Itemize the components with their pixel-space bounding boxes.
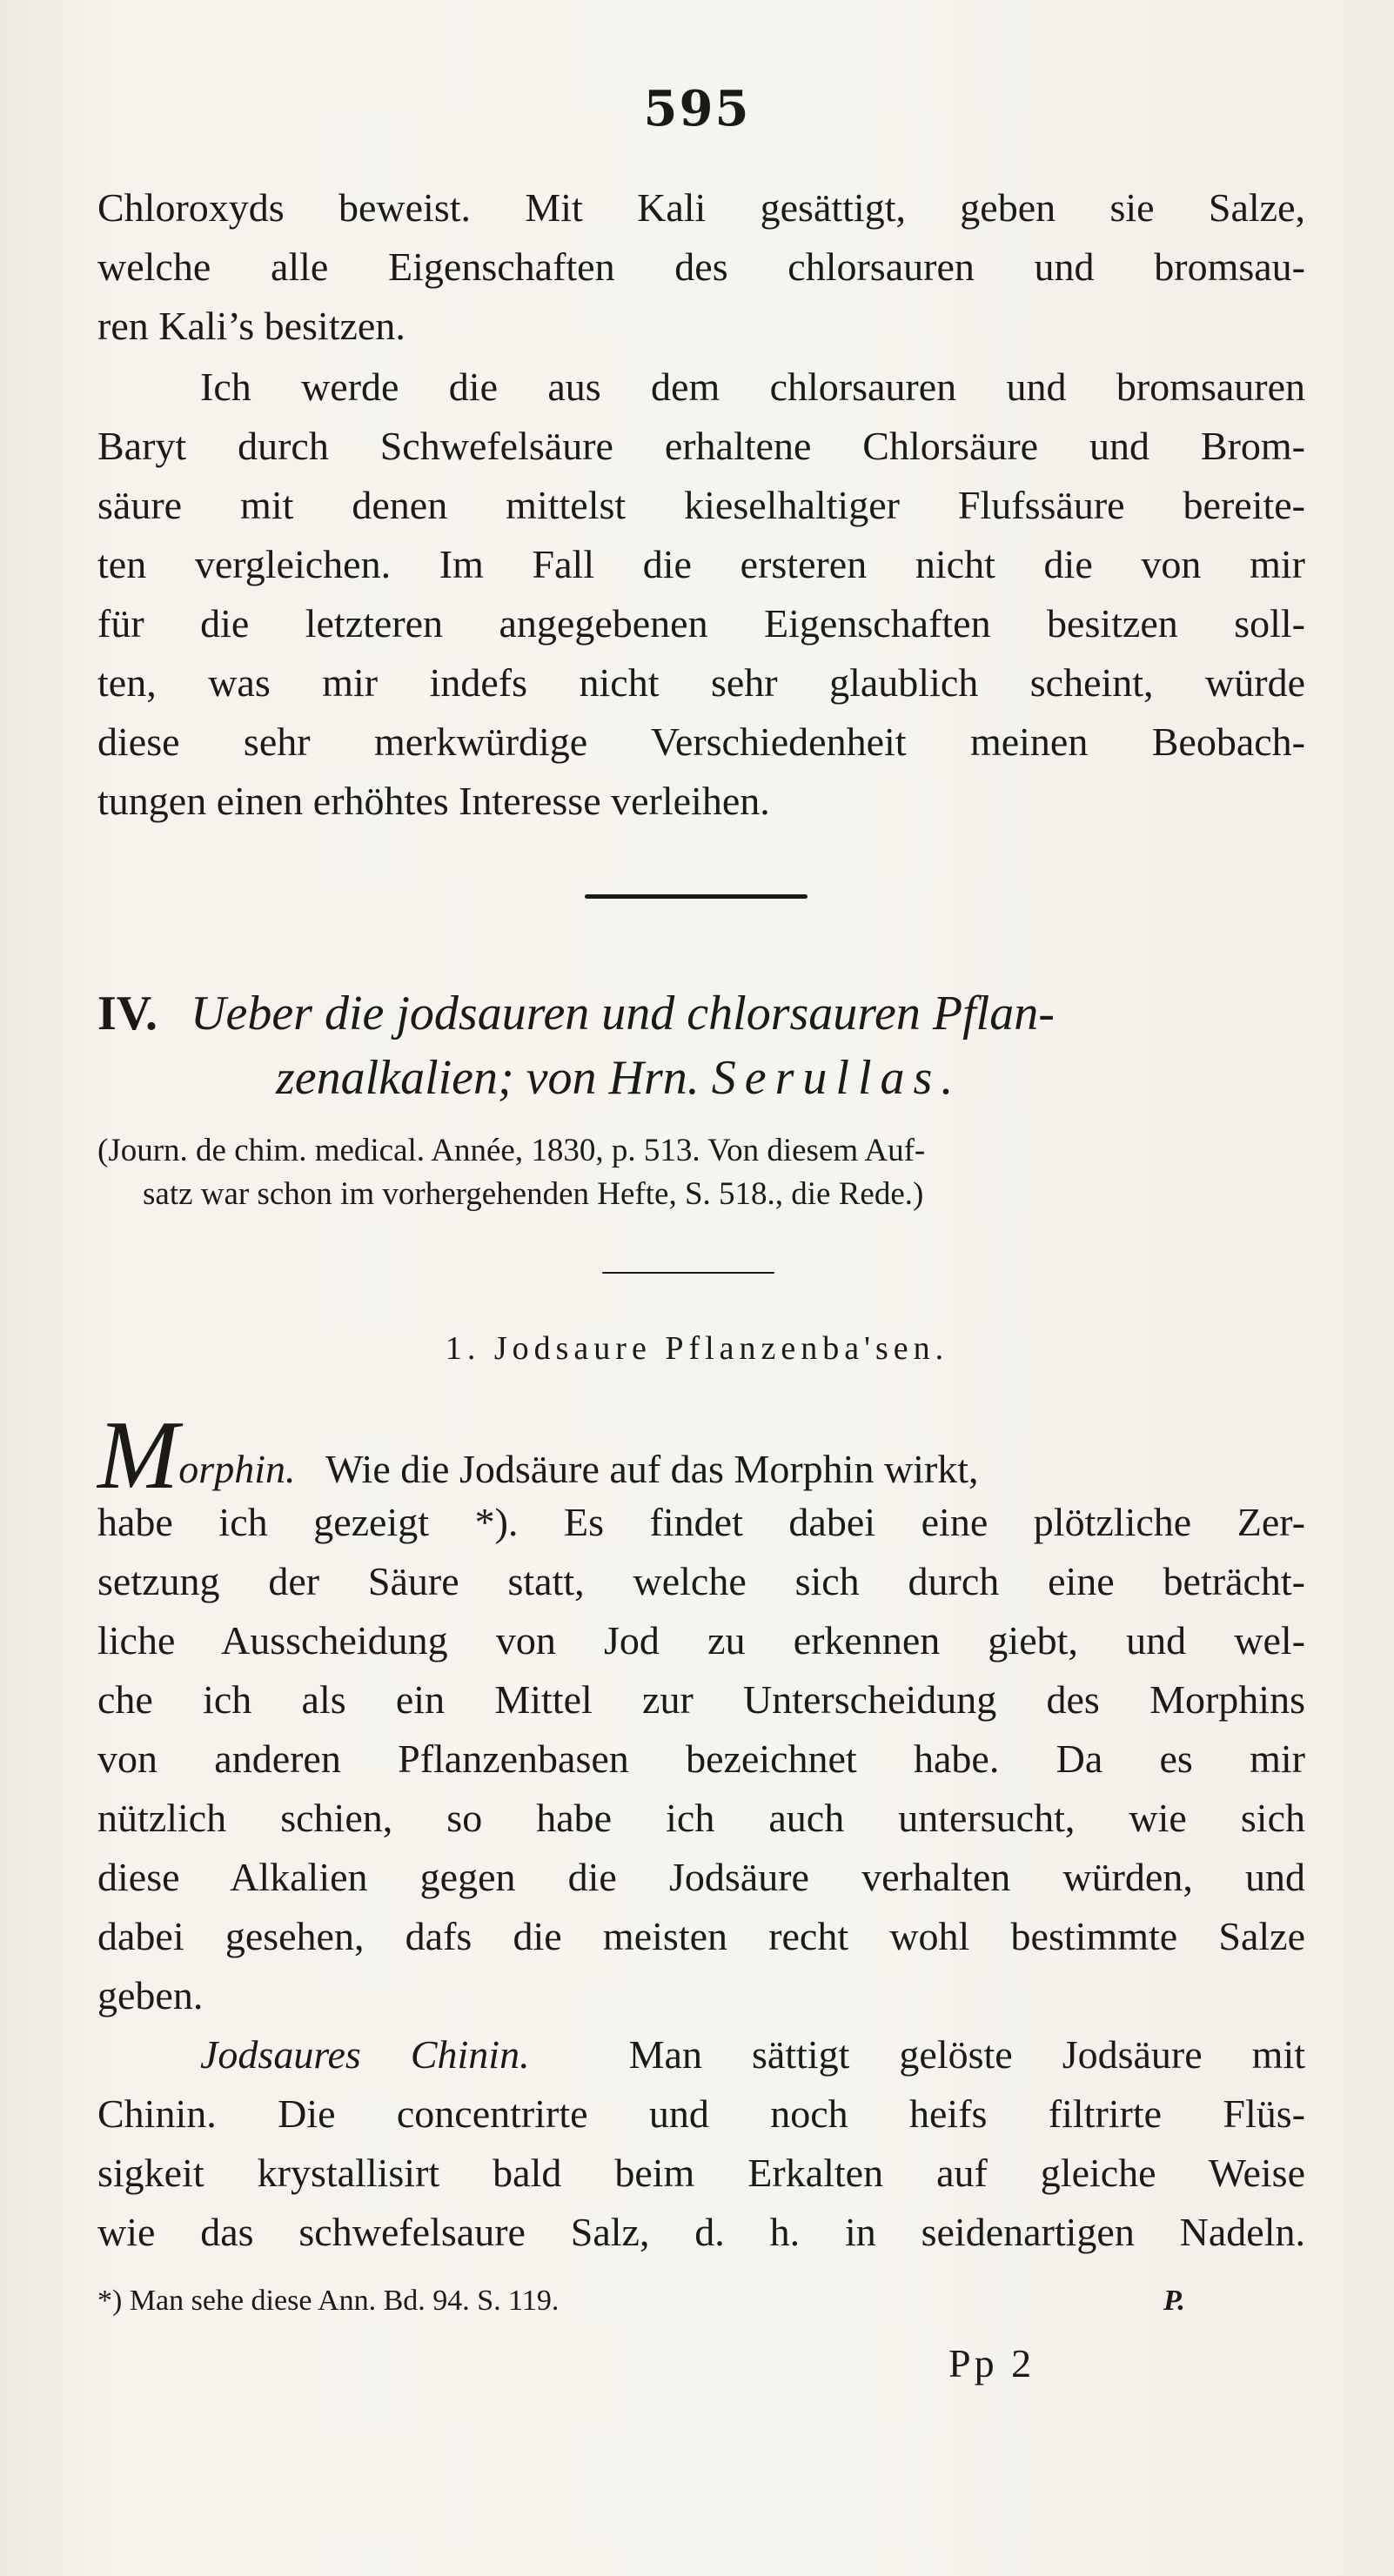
- text-line: tungen einen erhöhtes Interesse verleihen.: [97, 779, 770, 823]
- text-line: liche Ausscheidung von Jod zu erkennen giebt, und wel-: [97, 1618, 1305, 1663]
- text-line: [97, 2025, 1305, 2084]
- text-line: säure mit denen mittelst kieselhaltiger Flufssäure bereite-: [97, 483, 1305, 527]
- subsection-heading: 1. Jodsaure Pflanzenba'sen.: [445, 1330, 949, 1367]
- text-span: Wie die Jodsäure auf das Morphin wirkt,: [325, 1447, 979, 1491]
- section-title-line-2: [97, 1046, 1305, 1110]
- text-line: dabei gesehen, dafs die meisten recht wohl bestimmte Salze: [97, 1914, 1305, 1958]
- printer-signature: Pp 2: [948, 2341, 1035, 2385]
- text-line: nützlich schien, so habe ich auch untersucht, wie sich: [97, 1796, 1305, 1840]
- text-line: ten, was mir indefs nicht sehr glaublich scheint, würde: [97, 660, 1305, 705]
- paragraph-4: [97, 2025, 1305, 2262]
- text-line: ten vergleichen. Im Fall die ersteren nicht die von mir: [97, 542, 1305, 586]
- author-name: Serullas.: [711, 1051, 962, 1105]
- text-line: sigkeit krystallisirt bald beim Erkalten auf gleiche Weise: [97, 2151, 1305, 2195]
- source-citation: [97, 1129, 1305, 1216]
- section-title-text: zenalkalien; von Hrn.: [276, 1051, 700, 1105]
- section-title-line-1: [97, 981, 1305, 1046]
- text-line: Baryt durch Schwefelsäure erhaltene Chlorsäure und Brom-: [97, 424, 1305, 468]
- text-line: geben.: [97, 1973, 204, 2017]
- section-title-text: Ueber die jodsauren und chlorsauren Pflan-: [191, 987, 1055, 1040]
- paragraph-3: [97, 1402, 1305, 2025]
- text-line: habe ich gezeigt *). Es findet dabei eine plötzliche Zer-: [97, 1500, 1305, 1544]
- footnote-text: *) Man sehe diese Ann. Bd. 94. S. 119.: [97, 2285, 560, 2317]
- text-span: Man sättigt gelöste Jodsäure mit: [628, 2032, 1306, 2077]
- text-line: Ich werde die aus dem chlorsauren und bromsauren: [200, 365, 1305, 409]
- text-line: Chloroxyds beweist. Mit Kali gesättigt, geben sie Salze,: [97, 185, 1305, 230]
- text-line: diese sehr merkwürdige Verschiedenheit meinen Beobach-: [97, 719, 1305, 764]
- text-line: wie das schwefelsaure Salz, d. h. in seidenartigen Nadeln.: [97, 2210, 1305, 2254]
- text-line: welche alle Eigenschaften des chlorsauren und bromsau-: [97, 244, 1305, 289]
- paragraph-1: [97, 178, 1305, 356]
- section-divider: [585, 894, 808, 899]
- section-heading: [97, 981, 1305, 1110]
- text-line: [97, 1402, 1305, 1509]
- page-number: 595: [643, 80, 751, 137]
- section-numeral: IV.: [97, 987, 158, 1040]
- drop-cap: M: [97, 1402, 179, 1509]
- footnote-signature: P.: [1163, 2285, 1185, 2317]
- text-line: von anderen Pflanzenbasen bezeichnet habe. Da es mir: [97, 1736, 1305, 1781]
- text-line: für die letzteren angegebenen Eigenschaften besitzen soll-: [97, 601, 1305, 646]
- text-line: Chinin. Die concentrirte und noch heifs filtrirte Flüs-: [97, 2091, 1305, 2136]
- citation-line: satz war schon im vorhergehenden Hefte, S. 518., die Rede.): [143, 1176, 924, 1212]
- text-line: setzung der Säure statt, welche sich durch eine beträcht-: [97, 1559, 1305, 1603]
- text-line: che ich als ein Mittel zur Unterscheidung des Morphins: [97, 1677, 1305, 1722]
- subsection-divider: [602, 1272, 774, 1274]
- lead-word: orphin.: [178, 1447, 296, 1491]
- footnote: [97, 2285, 1185, 2318]
- text-line: ren Kali’s besitzen.: [97, 304, 405, 348]
- lead-phrase: Jodsaures Chinin.: [200, 2032, 530, 2077]
- text-line: diese Alkalien gegen die Jodsäure verhalten würden, und: [97, 1855, 1305, 1899]
- paragraph-2: [97, 358, 1305, 831]
- citation-line: (Journ. de chim. medical. Année, 1830, p. 513. Von diesem Auf-: [97, 1133, 926, 1168]
